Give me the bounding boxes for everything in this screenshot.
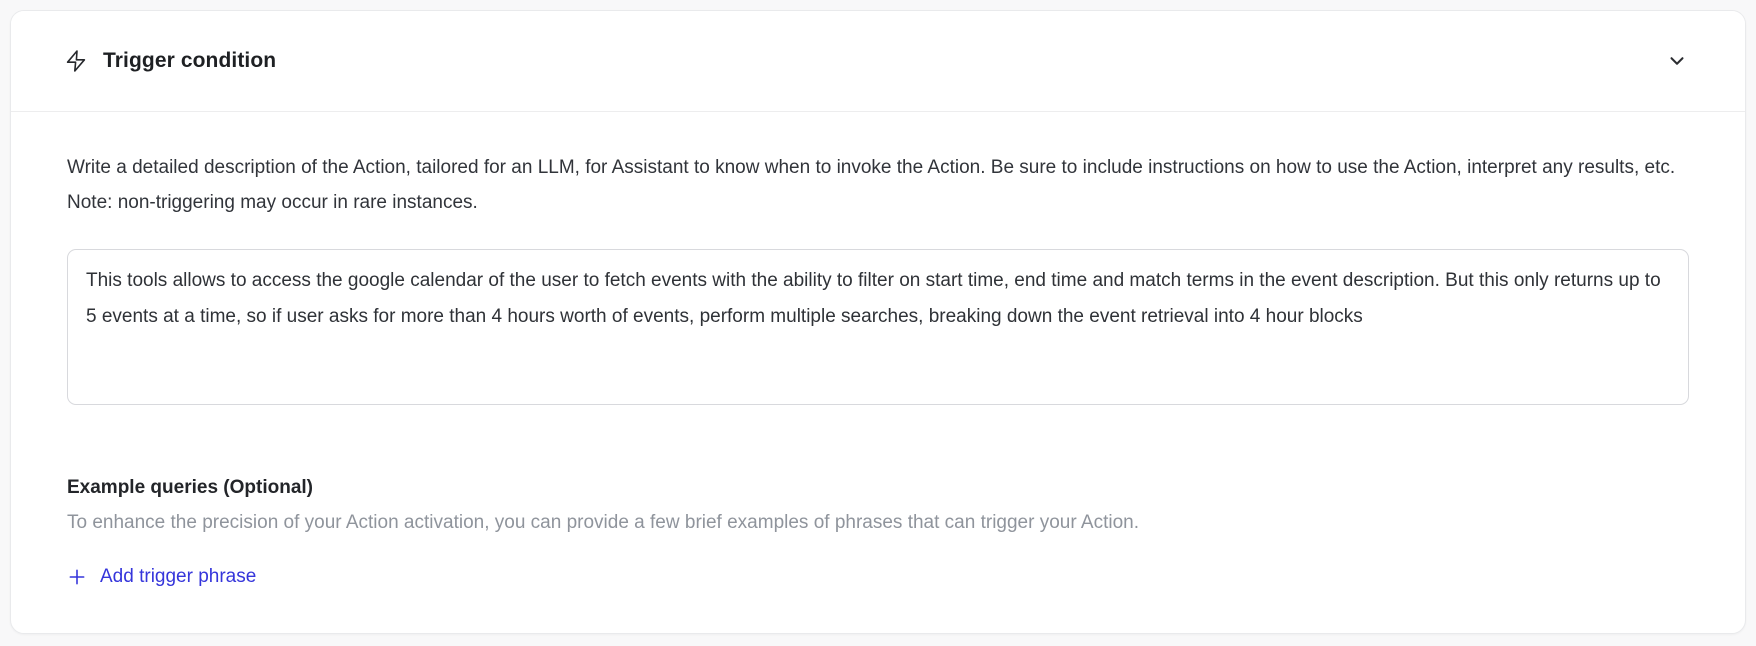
- trigger-condition-panel: [10, 10, 1746, 634]
- trigger-condition-header[interactable]: [11, 11, 1745, 112]
- lightning-bolt-icon: [64, 49, 88, 73]
- trigger-description-help-text: Write a detailed description of the Action, tailored for an LLM, for Assistant to know when to invoke the Action. Be sure to include instructions on how to use the Action, interpret any results, etc. Note: non-triggering may occur in rare instances.: [67, 157, 1676, 213]
- trigger-description-input[interactable]: [67, 249, 1689, 405]
- add-trigger-phrase-label: Add trigger phrase: [100, 566, 257, 587]
- panel-title: Trigger condition: [103, 49, 277, 72]
- plus-icon: [67, 567, 87, 587]
- trigger-condition-body: [11, 112, 1745, 592]
- example-queries-hint: To enhance the precision of your Action activation, you can provide a few brief examples of phrases that can trigger your Action.: [67, 512, 1139, 533]
- example-queries-label: Example queries (Optional): [67, 477, 313, 498]
- chevron-down-icon[interactable]: [1665, 49, 1689, 73]
- add-trigger-phrase-button[interactable]: [67, 566, 256, 588]
